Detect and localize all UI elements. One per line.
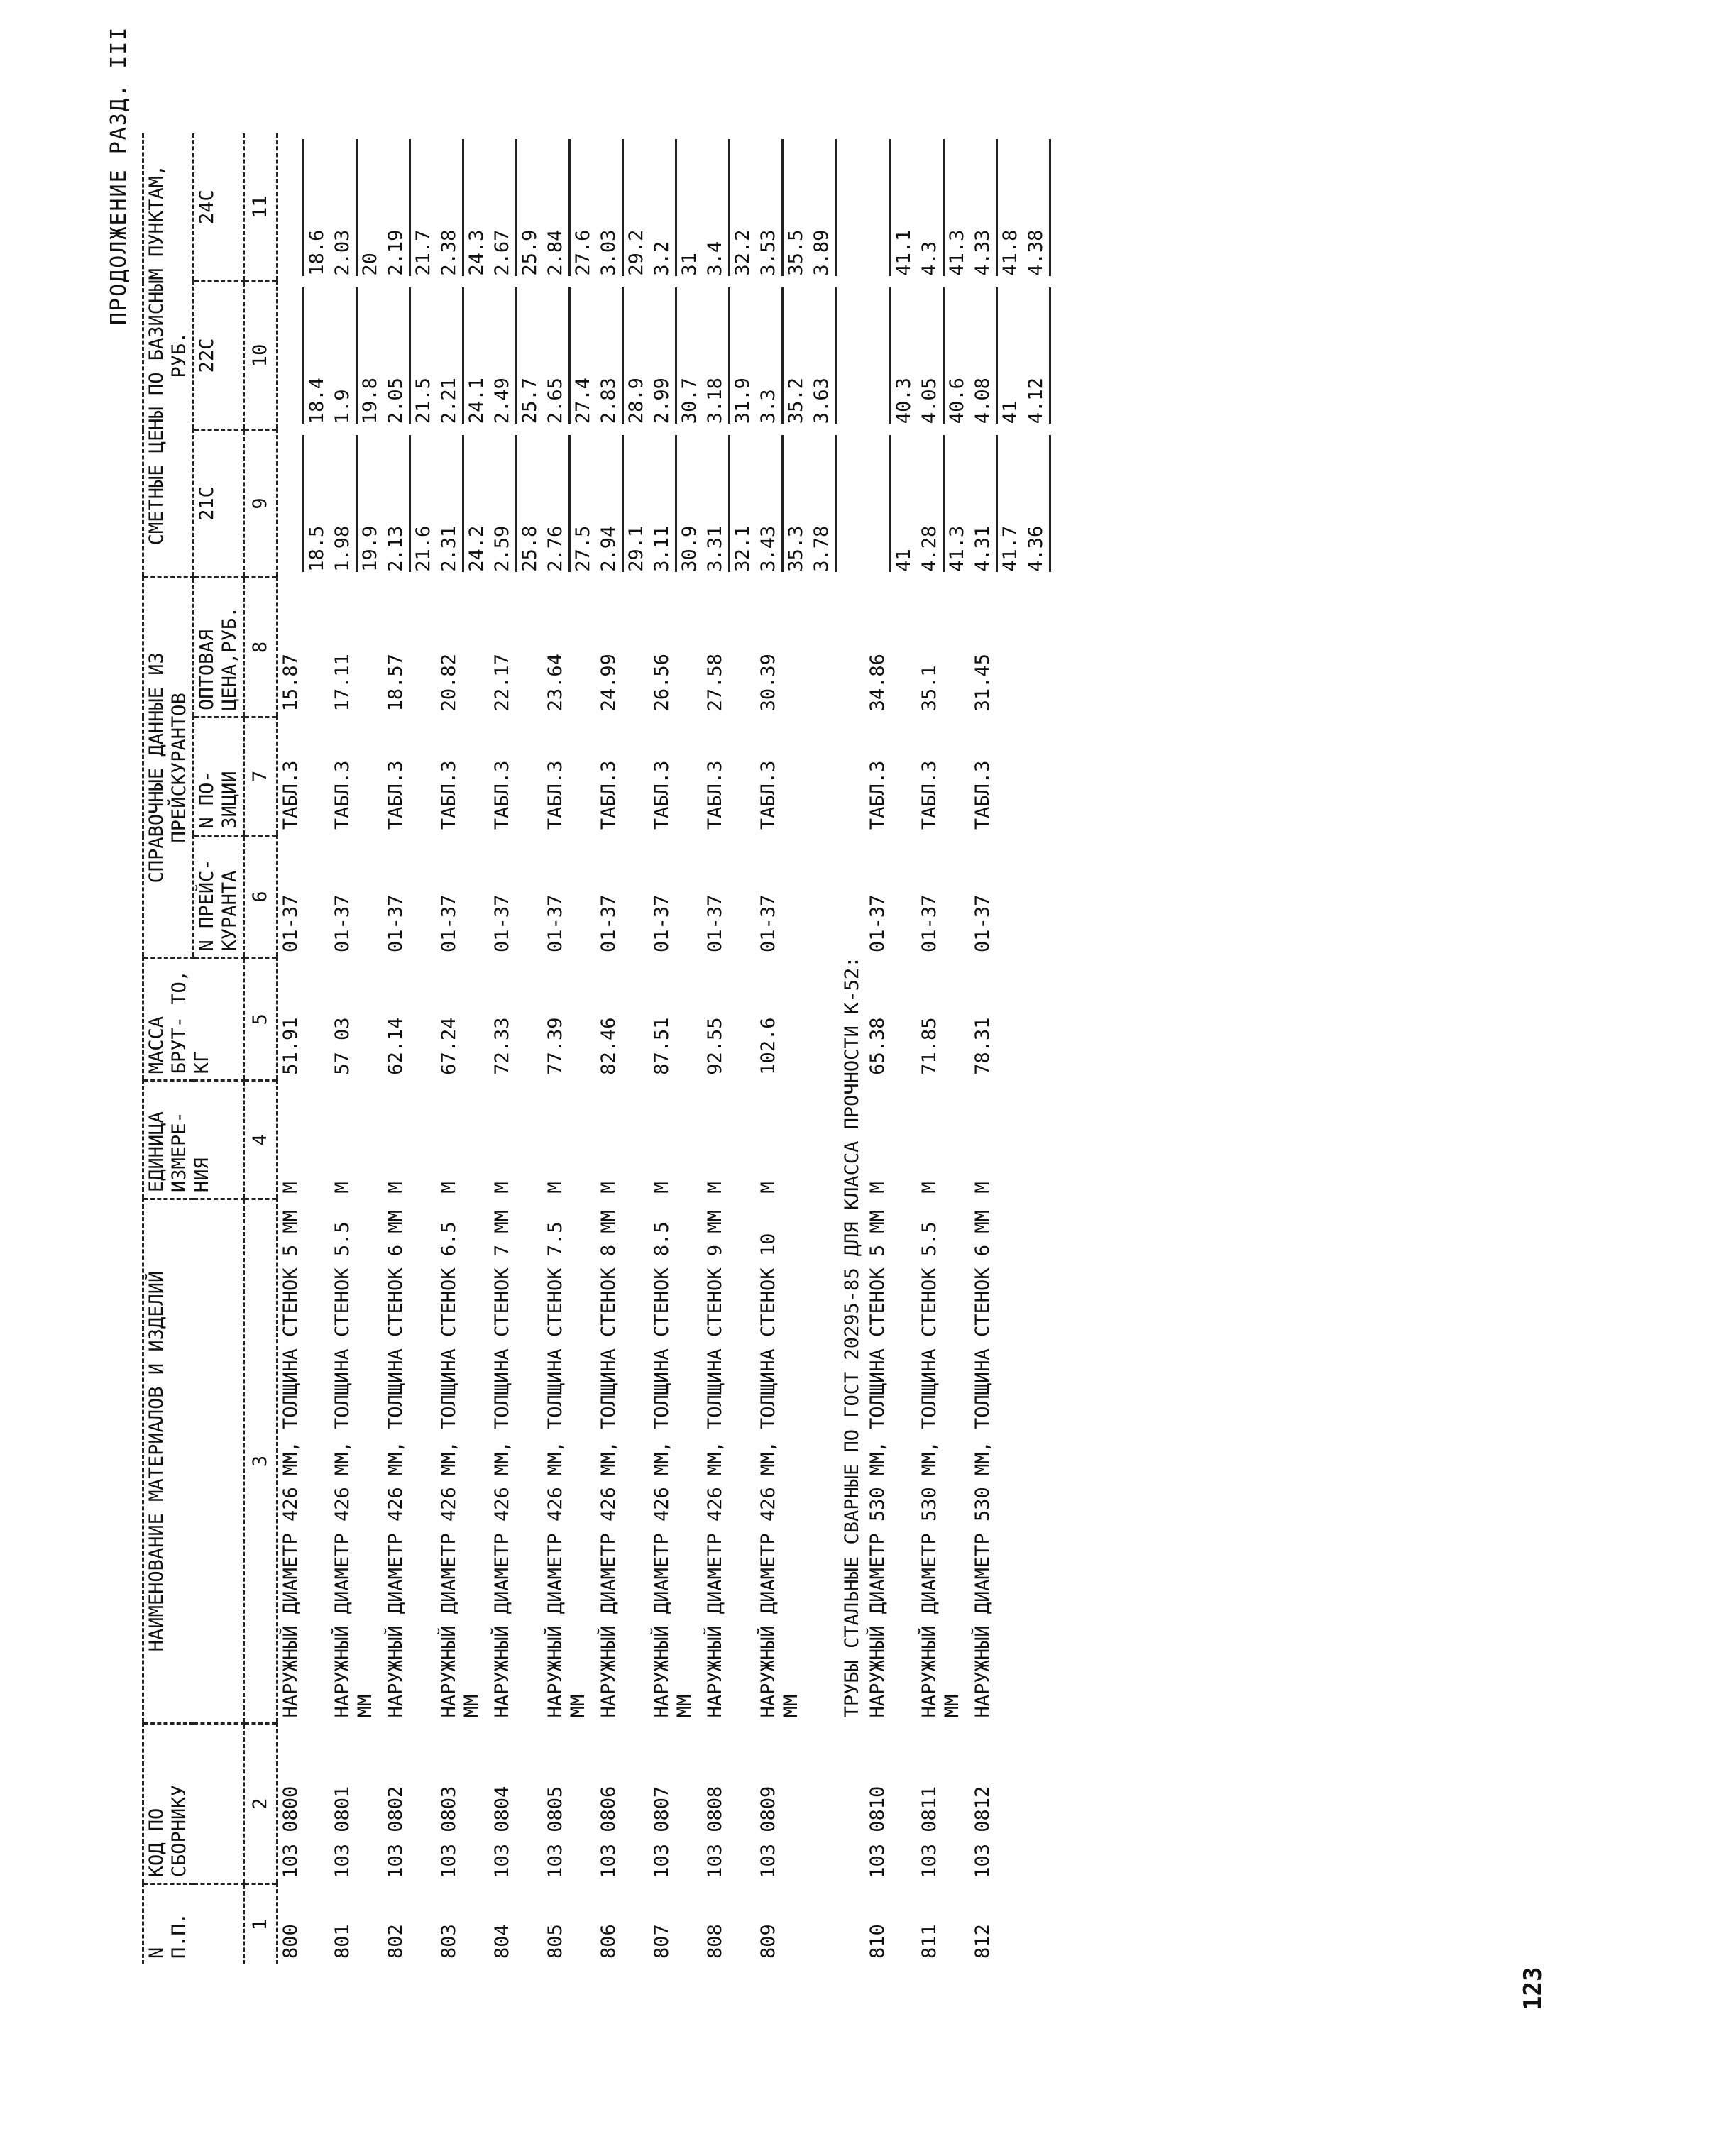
- row-mass: 77.39: [544, 1017, 566, 1075]
- price-top: 1.9: [331, 287, 358, 424]
- price-top: 3.31: [704, 435, 730, 572]
- row-number: 801: [331, 1924, 353, 1959]
- row-pricelist: 01-37: [918, 894, 940, 952]
- col-header-code: КОД ПО СБОРНИКУ: [143, 1723, 244, 1883]
- price-top: 2.31: [438, 435, 464, 572]
- row-price-22c: [703, 282, 756, 430]
- price-bottom: 29.1: [625, 525, 647, 572]
- row-unit: М: [918, 1182, 940, 1194]
- row-code: [809, 1723, 840, 1883]
- column-number: 9: [244, 429, 277, 578]
- row-name: НАРУЖНЫЙ ДИАМЕТР 530 ММ, ТОЛЩИНА СТЕНОК 6 ММ: [972, 1210, 994, 1718]
- row-number: 804: [491, 1924, 513, 1959]
- row-position: ТАБЛ.3: [491, 760, 513, 830]
- row-wholesale: 30.39: [757, 654, 779, 712]
- price-top: 2.13: [385, 435, 411, 572]
- row-mass: 67.24: [438, 1017, 460, 1075]
- section-note-row: [840, 133, 865, 1964]
- table-row: [756, 133, 809, 1964]
- row-wholesale: 31.45: [972, 654, 994, 712]
- row-mass: 65.38: [867, 1017, 889, 1075]
- row-price-24c: [970, 133, 1023, 282]
- row-number: 811: [918, 1924, 940, 1959]
- row-price-22c: [1023, 282, 1054, 430]
- price-bottom: 18.5: [306, 525, 328, 572]
- price-top: 2.38: [438, 139, 464, 276]
- row-position: ТАБЛ.3: [280, 760, 302, 830]
- row-number: 812: [972, 1924, 994, 1959]
- price-bottom: 24.2: [466, 525, 488, 572]
- price-top: 3.3: [757, 287, 784, 424]
- column-number: 2: [244, 1723, 277, 1883]
- price-top: [280, 287, 304, 424]
- row-wholesale: 18.57: [385, 654, 407, 712]
- price-bottom: 27.5: [572, 525, 594, 572]
- table-row: [809, 133, 840, 1964]
- row-mass: 82.46: [598, 1017, 620, 1075]
- row-unit: [809, 1081, 840, 1199]
- row-wholesale: 15.87: [280, 654, 302, 712]
- price-bottom: 41.7: [999, 525, 1021, 572]
- row-pricelist: 01-37: [438, 894, 460, 952]
- row-code: 103 0804: [491, 1786, 513, 1879]
- table-header: [143, 133, 277, 1964]
- price-top: 3.2: [651, 139, 677, 276]
- price-top: 4.33: [972, 139, 998, 276]
- row-mass: 72.33: [491, 1017, 513, 1075]
- row-position: [1023, 717, 1054, 835]
- table-row: [383, 133, 436, 1964]
- row-price-22c: [436, 282, 490, 430]
- row-name: НАРУЖНЫЙ ДИАМЕТР 426 ММ, ТОЛЩИНА СТЕНОК 9 ММ: [704, 1210, 726, 1718]
- row-position: ТАБЛ.3: [972, 760, 994, 830]
- row-price-21c: [1023, 429, 1054, 578]
- price-bottom: 25.7: [519, 378, 541, 424]
- row-unit: М: [757, 1182, 779, 1194]
- row-number: [809, 1884, 840, 1964]
- row-price-21c: [596, 429, 649, 578]
- row-wholesale: 27.58: [704, 654, 726, 712]
- table-row: [543, 133, 596, 1964]
- row-number: 808: [704, 1924, 726, 1959]
- row-price-22c: [649, 282, 703, 430]
- price-bottom: 35.3: [785, 525, 807, 572]
- row-price-24c: [277, 133, 331, 282]
- row-position: ТАБЛ.3: [544, 760, 566, 830]
- price-top: [867, 139, 891, 276]
- price-top: [867, 435, 891, 572]
- row-price-22c: [596, 282, 649, 430]
- row-price-22c: [543, 282, 596, 430]
- row-unit: М: [704, 1182, 726, 1194]
- row-name: НАРУЖНЫЙ ДИАМЕТР 426 ММ, ТОЛЩИНА СТЕНОК 8.5 ММ: [651, 1221, 696, 1718]
- price-top: 4.31: [972, 435, 998, 572]
- price-top: 2.65: [544, 287, 571, 424]
- price-top: 4.28: [918, 435, 945, 572]
- column-number: 3: [244, 1199, 277, 1724]
- row-wholesale: 23.64: [544, 654, 566, 712]
- row-price-21c: [330, 429, 383, 578]
- row-price-21c: [490, 429, 543, 578]
- table-row: [277, 133, 331, 1964]
- row-position: [809, 717, 840, 835]
- row-number: 802: [385, 1924, 407, 1959]
- row-price-21c: [970, 429, 1023, 578]
- table-row: [865, 133, 917, 1964]
- price-bottom: 41.8: [999, 229, 1021, 276]
- row-unit: М: [438, 1182, 460, 1194]
- price-table: [142, 133, 1054, 1964]
- col-header-unit: ЕДИНИЦА ИЗМЕРЕ- НИЯ: [143, 1081, 244, 1199]
- price-bottom: 21.7: [412, 229, 434, 276]
- price-top: 2.59: [491, 435, 517, 572]
- row-price-24c: [1023, 133, 1054, 282]
- column-number: 8: [244, 578, 277, 717]
- row-position: ТАБЛ.3: [757, 760, 779, 830]
- col-header-24c: 24С: [194, 133, 244, 282]
- section-note: ТРУБЫ СТАЛЬНЫЕ СВАРНЫЕ ПО ГОСТ 20295-85 ДЛЯ КЛАССА ПРОЧНОСТИ К-52:: [841, 956, 863, 1718]
- column-number: 10: [244, 282, 277, 430]
- column-number: 6: [244, 835, 277, 958]
- row-mass: [809, 958, 840, 1081]
- row-price-22c: [865, 282, 917, 430]
- row-code: 103 0802: [385, 1786, 407, 1879]
- row-code: 103 0806: [598, 1786, 620, 1879]
- price-bottom: 21.6: [412, 525, 434, 572]
- row-unit: М: [385, 1182, 407, 1194]
- row-mass: 102.6: [757, 1017, 779, 1075]
- table-row: [1023, 133, 1054, 1964]
- table-row: [917, 133, 970, 1964]
- row-price-24c: [917, 133, 970, 282]
- price-top: 4.05: [918, 287, 945, 424]
- row-price-22c: [330, 282, 383, 430]
- row-wholesale: 20.82: [438, 654, 460, 712]
- price-top: 1.98: [331, 435, 358, 572]
- row-price-24c: [756, 133, 809, 282]
- col-header-22c: 22С: [194, 282, 244, 430]
- price-bottom: 31.9: [732, 378, 754, 424]
- price-bottom: 41: [999, 400, 1021, 424]
- price-top: [280, 139, 304, 276]
- price-bottom: 30.7: [678, 378, 700, 424]
- row-pricelist: [1023, 835, 1054, 958]
- row-position: ТАБЛ.3: [598, 760, 620, 830]
- row-pricelist: 01-37: [385, 894, 407, 952]
- row-number: 800: [280, 1924, 302, 1959]
- row-price-24c: [809, 133, 840, 282]
- row-pricelist: [809, 835, 840, 958]
- row-mass: 87.51: [651, 1017, 673, 1075]
- row-position: ТАБЛ.3: [918, 760, 940, 830]
- row-pricelist: 01-37: [331, 894, 353, 952]
- price-bottom: 35.2: [785, 378, 807, 424]
- row-pricelist: 01-37: [280, 894, 302, 952]
- price-bottom: 40.6: [946, 378, 968, 424]
- row-code: 103 0807: [651, 1786, 673, 1879]
- price-top: 2.99: [651, 287, 677, 424]
- row-code: 103 0803: [438, 1786, 460, 1879]
- row-price-24c: [383, 133, 436, 282]
- row-pricelist: 01-37: [867, 894, 889, 952]
- row-code: 103 0800: [280, 1786, 302, 1879]
- column-number-row: [244, 133, 277, 1964]
- price-top: 2.49: [491, 287, 517, 424]
- row-number: 805: [544, 1924, 566, 1959]
- row-mass: 71.85: [918, 1017, 940, 1075]
- price-bottom: 18.4: [306, 378, 328, 424]
- row-number: 806: [598, 1924, 620, 1959]
- col-header-pricelist: N ПРЕЙС- КУРАНТА: [194, 835, 244, 958]
- row-position: ТАБЛ.3: [704, 760, 726, 830]
- row-name: НАРУЖНЫЙ ДИАМЕТР 530 ММ, ТОЛЩИНА СТЕНОК 5 ММ: [867, 1210, 889, 1718]
- row-price-21c: [277, 429, 331, 578]
- row-unit: М: [544, 1182, 566, 1194]
- row-name: НАРУЖНЫЙ ДИАМЕТР 426 ММ, ТОЛЩИНА СТЕНОК 6 ММ: [385, 1210, 407, 1718]
- row-pricelist: 01-37: [704, 894, 726, 952]
- row-price-21c: [383, 429, 436, 578]
- table-row: [490, 133, 543, 1964]
- price-bottom: 41: [893, 549, 915, 572]
- col-header-21c: 21С: [194, 429, 244, 578]
- price-bottom: 18.6: [306, 229, 328, 276]
- empty-cell: [840, 1884, 865, 1964]
- row-number: 810: [867, 1924, 889, 1959]
- col-header-n: N П.П.: [143, 1884, 244, 1964]
- price-bottom: 41.3: [946, 525, 968, 572]
- row-wholesale: 22.17: [491, 654, 513, 712]
- row-price-24c: [436, 133, 490, 282]
- row-number: 807: [651, 1924, 673, 1959]
- row-pricelist: 01-37: [651, 894, 673, 952]
- row-mass: 57 03: [331, 1017, 353, 1075]
- row-unit: [1023, 1081, 1054, 1199]
- row-wholesale: [809, 578, 840, 717]
- row-name: НАРУЖНЫЙ ДИАМЕТР 426 ММ, ТОЛЩИНА СТЕНОК 6.5 ММ: [438, 1221, 483, 1718]
- price-bottom: 32.2: [732, 229, 754, 276]
- row-mass: 62.14: [385, 1017, 407, 1075]
- row-price-24c: [543, 133, 596, 282]
- price-top: 3.11: [651, 435, 677, 572]
- price-top: 2.94: [598, 435, 624, 572]
- row-unit: М: [491, 1182, 513, 1194]
- continuation-header: ПРОДОЛЖЕНИЕ РАЗД. III: [106, 26, 131, 325]
- row-position: ТАБЛ.3: [651, 760, 673, 830]
- price-bottom: 24.3: [466, 229, 488, 276]
- row-unit: М: [972, 1182, 994, 1194]
- row-mass: 51.91: [280, 1017, 302, 1075]
- row-price-22c: [490, 282, 543, 430]
- price-bottom: 40.3: [893, 378, 915, 424]
- row-name: НАРУЖНЫЙ ДИАМЕТР 426 ММ, ТОЛЩИНА СТЕНОК 8 ММ: [598, 1210, 620, 1718]
- row-price-22c: [970, 282, 1023, 430]
- price-bottom: 30.9: [678, 525, 700, 572]
- row-mass: 78.31: [972, 1017, 994, 1075]
- row-code: 103 0811: [918, 1786, 940, 1879]
- table-row: [649, 133, 703, 1964]
- price-bottom: 32.1: [732, 525, 754, 572]
- row-pricelist: 01-37: [598, 894, 620, 952]
- row-position: ТАБЛ.3: [331, 760, 353, 830]
- col-header-wholesale: ОПТОВАЯ ЦЕНА,РУБ.: [194, 578, 244, 717]
- row-price-21c: [649, 429, 703, 578]
- row-pricelist: 01-37: [491, 894, 513, 952]
- row-price-22c: [809, 282, 840, 430]
- table-row: [703, 133, 756, 1964]
- price-bottom: 35.5: [785, 229, 807, 276]
- row-number: 803: [438, 1924, 460, 1959]
- row-wholesale: [1023, 578, 1054, 717]
- col-header-price-group: СМЕТНЫЕ ЦЕНЫ ПО БАЗИСНЫМ ПУНКТАМ, РУБ.: [143, 133, 194, 578]
- row-price-22c: [917, 282, 970, 430]
- column-number: 7: [244, 717, 277, 835]
- row-code: 103 0812: [972, 1786, 994, 1879]
- row-code: 103 0808: [704, 1786, 726, 1879]
- row-price-24c: [865, 133, 917, 282]
- price-top: 4.36: [1025, 435, 1051, 572]
- price-top: 2.76: [544, 435, 571, 572]
- price-top: 2.83: [598, 287, 624, 424]
- price-top: [867, 287, 891, 424]
- row-price-24c: [490, 133, 543, 282]
- row-pricelist: 01-37: [972, 894, 994, 952]
- price-top: 4.3: [918, 139, 945, 276]
- price-top: 2.21: [438, 287, 464, 424]
- row-mass: [1023, 958, 1054, 1081]
- row-code: 103 0810: [867, 1786, 889, 1879]
- row-code: 103 0805: [544, 1786, 566, 1879]
- price-top: 2.03: [331, 139, 358, 276]
- price-bottom: 19.8: [359, 378, 381, 424]
- row-name: НАРУЖНЫЙ ДИАМЕТР 426 ММ, ТОЛЩИНА СТЕНОК 7.5 ММ: [544, 1221, 589, 1718]
- price-top: [280, 435, 304, 572]
- page-number: 123: [1519, 1967, 1547, 2011]
- row-unit: М: [331, 1182, 353, 1194]
- row-unit: М: [280, 1182, 302, 1194]
- table-row: [970, 133, 1023, 1964]
- price-bottom: 29.2: [625, 229, 647, 276]
- row-price-21c: [756, 429, 809, 578]
- row-price-24c: [330, 133, 383, 282]
- price-top: 4.38: [1025, 139, 1051, 276]
- table-row: [596, 133, 649, 1964]
- price-top: 3.43: [757, 435, 784, 572]
- col-header-name: НАИМЕНОВАНИЕ МАТЕРИАЛОВ И ИЗДЕЛИЙ: [143, 1199, 244, 1724]
- row-price-21c: [703, 429, 756, 578]
- row-price-22c: [383, 282, 436, 430]
- price-top: 3.78: [810, 435, 837, 572]
- column-number: 4: [244, 1081, 277, 1199]
- row-name: [1023, 1199, 1054, 1724]
- row-wholesale: 17.11: [331, 654, 353, 712]
- price-bottom: 24.1: [466, 378, 488, 424]
- price-top: 3.89: [810, 139, 837, 276]
- table-row: [436, 133, 490, 1964]
- row-name: НАРУЖНЫЙ ДИАМЕТР 426 ММ, ТОЛЩИНА СТЕНОК 7 ММ: [491, 1210, 513, 1718]
- price-top: 3.03: [598, 139, 624, 276]
- price-bottom: 19.9: [359, 525, 381, 572]
- row-position: ТАБЛ.3: [867, 760, 889, 830]
- row-price-24c: [649, 133, 703, 282]
- row-pricelist: 01-37: [757, 894, 779, 952]
- price-top: 2.67: [491, 139, 517, 276]
- table-row: [330, 133, 383, 1964]
- row-price-21c: [865, 429, 917, 578]
- empty-cell: [840, 1723, 865, 1883]
- price-bottom: 41.3: [946, 229, 968, 276]
- row-price-21c: [917, 429, 970, 578]
- row-name: НАРУЖНЫЙ ДИАМЕТР 426 ММ, ТОЛЩИНА СТЕНОК 5.5 ММ: [331, 1221, 376, 1718]
- price-top: 3.53: [757, 139, 784, 276]
- column-number: 5: [244, 958, 277, 1081]
- row-price-24c: [596, 133, 649, 282]
- row-wholesale: 34.86: [867, 654, 889, 712]
- price-top: 2.19: [385, 139, 411, 276]
- row-name: НАРУЖНЫЙ ДИАМЕТР 426 ММ, ТОЛЩИНА СТЕНОК 10 ММ: [757, 1233, 802, 1718]
- col-header-position: N ПО- ЗИЦИИ: [194, 717, 244, 835]
- row-name: [809, 1199, 840, 1724]
- row-code: [1023, 1723, 1054, 1883]
- row-code: 103 0801: [331, 1786, 353, 1879]
- row-price-24c: [703, 133, 756, 282]
- row-unit: М: [598, 1182, 620, 1194]
- price-top: 3.18: [704, 287, 730, 424]
- row-position: ТАБЛ.3: [385, 760, 407, 830]
- price-top: 4.08: [972, 287, 998, 424]
- price-bottom: 25.8: [519, 525, 541, 572]
- price-bottom: 27.6: [572, 229, 594, 276]
- row-name: НАРУЖНЫЙ ДИАМЕТР 426 ММ, ТОЛЩИНА СТЕНОК 5 ММ: [280, 1210, 302, 1718]
- row-unit: М: [867, 1182, 889, 1194]
- row-price-21c: [543, 429, 596, 578]
- row-price-21c: [809, 429, 840, 578]
- price-bottom: 41.1: [893, 229, 915, 276]
- col-header-mass: МАССА БРУТ- ТО, КГ: [143, 958, 244, 1081]
- price-bottom: 27.4: [572, 378, 594, 424]
- column-number: 1: [244, 1884, 277, 1964]
- col-header-ref-group: СПРАВОЧНЫЕ ДАННЫЕ ИЗ ПРЕЙСКУРАНТОВ: [143, 578, 194, 958]
- row-mass: 92.55: [704, 1017, 726, 1075]
- table-body: [277, 133, 1055, 1964]
- row-name: НАРУЖНЫЙ ДИАМЕТР 530 ММ, ТОЛЩИНА СТЕНОК 5.5 ММ: [918, 1221, 963, 1718]
- row-wholesale: 24.99: [598, 654, 620, 712]
- price-top: 3.4: [704, 139, 730, 276]
- price-top: 3.63: [810, 287, 837, 424]
- price-bottom: 25.9: [519, 229, 541, 276]
- row-number: [1023, 1884, 1054, 1964]
- row-price-21c: [436, 429, 490, 578]
- price-bottom: 20: [359, 253, 381, 276]
- row-unit: М: [651, 1182, 673, 1194]
- row-pricelist: 01-37: [544, 894, 566, 952]
- price-bottom: 21.5: [412, 378, 434, 424]
- price-top: 2.84: [544, 139, 571, 276]
- row-price-22c: [756, 282, 809, 430]
- row-wholesale: 35.1: [918, 665, 940, 712]
- row-number: 809: [757, 1924, 779, 1959]
- row-position: ТАБЛ.3: [438, 760, 460, 830]
- row-code: 103 0809: [757, 1786, 779, 1879]
- price-top: 4.12: [1025, 287, 1051, 424]
- price-bottom: 31: [678, 253, 700, 276]
- row-price-22c: [277, 282, 331, 430]
- column-number: 11: [244, 133, 277, 282]
- row-wholesale: 26.56: [651, 654, 673, 712]
- price-top: 2.05: [385, 287, 411, 424]
- price-bottom: 28.9: [625, 378, 647, 424]
